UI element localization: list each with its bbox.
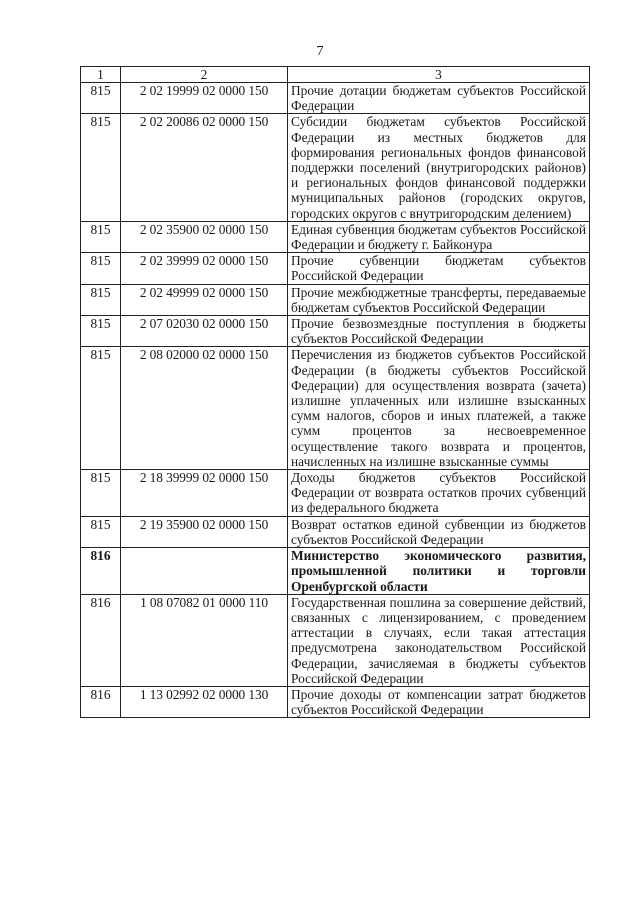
description-cell: Прочие межбюджетные трансферты, передаваемые бюджетам субъектов Российской Федерации <box>288 284 590 315</box>
admin-code-cell: 816 <box>81 686 121 717</box>
description-cell: Прочие дотации бюджетам субъектов Российской Федерации <box>288 83 590 114</box>
admin-code-cell: 815 <box>81 470 121 517</box>
table-row <box>81 253 590 284</box>
description-cell: Прочие безвозмездные поступления в бюджеты субъектов Российской Федерации <box>288 316 590 347</box>
table-row <box>81 83 590 114</box>
table-row <box>81 686 590 717</box>
description-cell: Государственная пошлина за совершение действий, связанных с лицензированием, с проведением аттестации в случаях, если такая аттестация предусмотрена законодательством Российской Федерации, зачисляемая в бюджеты субъектов Российской Федерации <box>288 594 590 686</box>
budget-code-cell <box>121 548 288 595</box>
description-cell: Субсидии бюджетам субъектов Российской Федерации из местных бюджетов для формирования региональных фондов финансовой поддержки поселений (внутригородских районов) и региональных фондов финансовой поддержки муниципальных районов (городских округов, городских округов с внутригородским делением) <box>288 114 590 221</box>
budget-code-cell: 1 08 07082 01 0000 110 <box>121 594 288 686</box>
table-header-row <box>81 67 590 83</box>
admin-code-cell: 816 <box>81 548 121 595</box>
budget-code-cell: 2 08 02000 02 0000 150 <box>121 347 288 470</box>
description-cell: Доходы бюджетов субъектов Российской Федерации от возврата остатков прочих субвенций из федерального бюджета <box>288 470 590 517</box>
table-row <box>81 347 590 470</box>
budget-code-cell: 2 02 49999 02 0000 150 <box>121 284 288 315</box>
admin-code-cell: 815 <box>81 347 121 470</box>
table-row <box>81 221 590 252</box>
admin-code-cell: 815 <box>81 316 121 347</box>
budget-code-cell: 2 02 35900 02 0000 150 <box>121 221 288 252</box>
description-cell: Возврат остатков единой субвенции из бюджетов субъектов Российской Федерации <box>288 516 590 547</box>
budget-code-cell: 1 13 02992 02 0000 130 <box>121 686 288 717</box>
admin-code-cell: 816 <box>81 594 121 686</box>
table-row <box>81 470 590 517</box>
column-header-code: 2 <box>121 67 288 83</box>
budget-code-cell: 2 19 35900 02 0000 150 <box>121 516 288 547</box>
table-row <box>81 114 590 221</box>
budget-code-cell: 2 02 20086 02 0000 150 <box>121 114 288 221</box>
budget-code-cell: 2 02 19999 02 0000 150 <box>121 83 288 114</box>
admin-code-cell: 815 <box>81 284 121 315</box>
description-cell: Единая субвенция бюджетам субъектов Российской Федерации и бюджету г. Байконура <box>288 221 590 252</box>
budget-code-cell: 2 18 39999 02 0000 150 <box>121 470 288 517</box>
page-number: 7 <box>316 44 324 59</box>
admin-code-cell: 815 <box>81 516 121 547</box>
description-cell: Прочие доходы от компенсации затрат бюджетов субъектов Российской Федерации <box>288 686 590 717</box>
budget-code-cell: 2 07 02030 02 0000 150 <box>121 316 288 347</box>
budget-code-cell: 2 02 39999 02 0000 150 <box>121 253 288 284</box>
description-cell: Прочие субвенции бюджетам субъектов Российской Федерации <box>288 253 590 284</box>
admin-code-cell: 815 <box>81 253 121 284</box>
table-row <box>81 594 590 686</box>
admin-code-cell: 815 <box>81 83 121 114</box>
column-header-admin: 1 <box>81 67 121 83</box>
admin-code-cell: 815 <box>81 221 121 252</box>
description-cell: Перечисления из бюджетов субъектов Российской Федерации (в бюджеты субъектов Российской Федерации) для осуществления возврата (зачета) излишне уплаченных или излишне взысканных сумм налогов, сборов и иных платежей, а также сумм процентов за несвоевременное осуществление такого возврата и процентов, начисленных на излишне взысканные суммы <box>288 347 590 470</box>
budget-classification-table <box>80 66 590 718</box>
ministry-name-cell: Министерство экономического развития, промышленной политики и торговли Оренбургской области <box>288 548 590 595</box>
table-row <box>81 516 590 547</box>
admin-code-cell: 815 <box>81 114 121 221</box>
table-row-section-header <box>81 548 590 595</box>
table-row <box>81 284 590 315</box>
table-row <box>81 316 590 347</box>
column-header-description: 3 <box>288 67 590 83</box>
